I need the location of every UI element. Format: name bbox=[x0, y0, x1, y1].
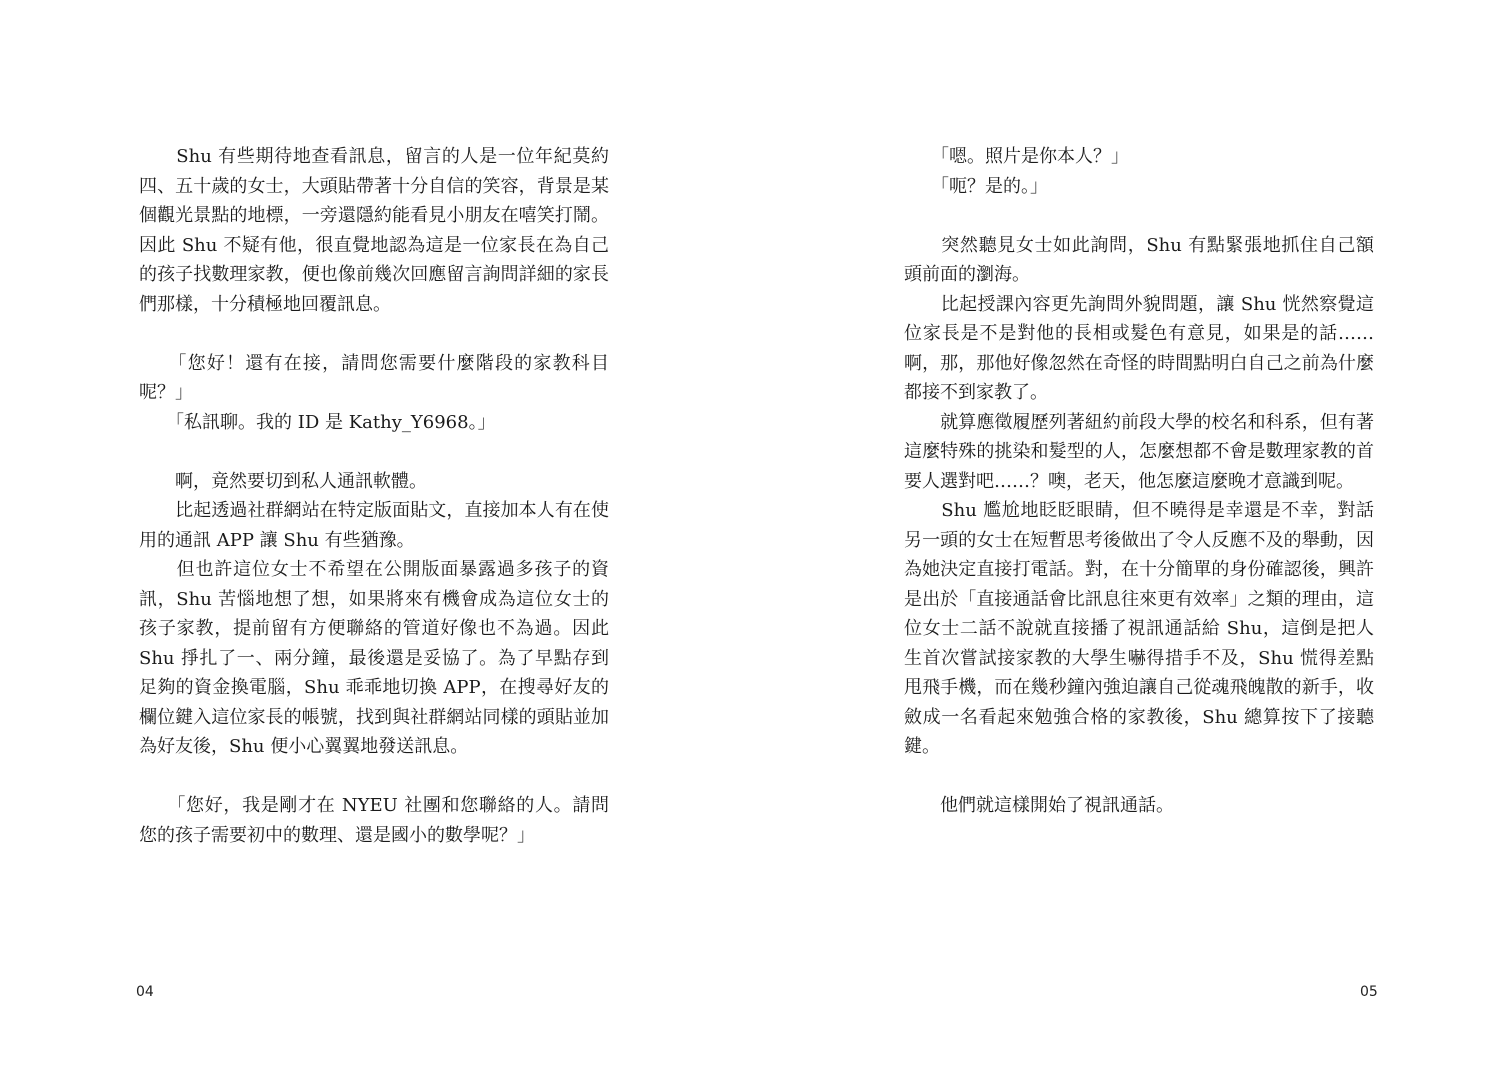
right-page bbox=[756, 0, 1512, 1075]
paragraph-gap bbox=[139, 762, 609, 792]
paragraph: Shu 尷尬地眨眨眼睛，但不曉得是幸還是不幸，對話另一頭的女士在短暫思考後做出了令人反應不及的舉動，因為她決定直接打電話。對，在十分簡單的身份確認後，興許是出於「直接通話會比訊息往來更有效率」之類的理由，這位女士二話不說就直接播了視訊通話給 Shu，這倒是把人生首次嘗試接家教的大學生嚇得措手不及，Shu 慌得差點甩飛手機，而在幾秒鐘內強迫讓自己從魂飛魄散的新手，收斂成一名看起來勉強合格的家教後，Shu 總算按下了接聽鍵。 bbox=[904, 500, 1374, 757]
right-page-text bbox=[904, 142, 1374, 821]
paragraph-gap bbox=[139, 437, 609, 467]
paragraph: 啊，竟然要切到私人通訊軟體。 bbox=[139, 470, 427, 492]
dialogue-line: 「您好！還有在接，請問您需要什麼階段的家教科目呢？」 bbox=[139, 352, 609, 403]
paragraph-gap bbox=[904, 201, 1374, 231]
paragraph: Shu 有些期待地查看訊息，留言的人是一位年紀莫約四、五十歲的女士，大頭貼帶著十分自信的笑容，背景是某個觀光景點的地標，一旁還隱約能看見小朋友在嘻笑打鬧。因此 Shu 不疑有他，很直覺地認為這是一位家長在為自己的孩子找數理家教，便也像前幾次回應留言詢問詳細的家長們那樣，十分積極地回覆訊息。 bbox=[139, 146, 609, 315]
page-number: 04 bbox=[136, 984, 154, 1000]
dialogue-line: 「您好，我是剛才在 NYEU 社團和您聯絡的人。請問您的孩子需要初中的數理、還是國小的數學呢？」 bbox=[139, 795, 609, 846]
dialogue-line: 「嗯。照片是你本人？」 bbox=[904, 146, 1129, 167]
paragraph-gap bbox=[904, 762, 1374, 792]
dialogue-line: 「私訊聊。我的 ID 是 Kathy_Y6968。」 bbox=[139, 411, 496, 433]
paragraph: 但也許這位女士不希望在公開版面暴露過多孩子的資訊，Shu 苦惱地想了想，如果將來有機會成為這位女士的孩子家教，提前留有方便聯絡的管道好像也不為過。因此 Shu 掙扎了一、兩分鐘，最後還是妥協了。為了早點存到足夠的資金換電腦，Shu 乖乖地切換 APP，在搜尋好友的欄位鍵入這位家長的帳號，找到與社群網站同樣的頭貼並加為好友後，Shu 便小心翼翼地發送訊息。 bbox=[139, 559, 615, 757]
paragraph: 比起透過社群網站在特定版面貼文，直接加本人有在使用的通訊 APP 讓 Shu 有些猶豫。 bbox=[139, 500, 609, 551]
paragraph: 就算應徵履歷列著紐約前段大學的校名和科系，但有著這麼特殊的挑染和髮型的人，怎麼想都不會是數理家教的首要人選對吧……？噢，老天，他怎麼這麼晚才意識到呢。 bbox=[904, 411, 1374, 492]
dialogue-line: 「呃？是的。」 bbox=[904, 175, 1048, 197]
page-number: 05 bbox=[1360, 984, 1378, 1000]
paragraph: 突然聽見女士如此詢問，Shu 有點緊張地抓住自己額頭前面的瀏海。 bbox=[904, 234, 1374, 285]
paragraph: 他們就這樣開始了視訊通話。 bbox=[904, 795, 1174, 816]
paragraph-gap bbox=[139, 319, 609, 349]
left-page-text bbox=[139, 142, 615, 850]
paragraph: 比起授課內容更先詢問外貌問題，讓 Shu 恍然察覺這位家長是不是對他的長相或髮色有意見，如果是的話……啊，那，那他好像忽然在奇怪的時間點明白自己之前為什麼都接不到家教了。 bbox=[904, 293, 1374, 403]
